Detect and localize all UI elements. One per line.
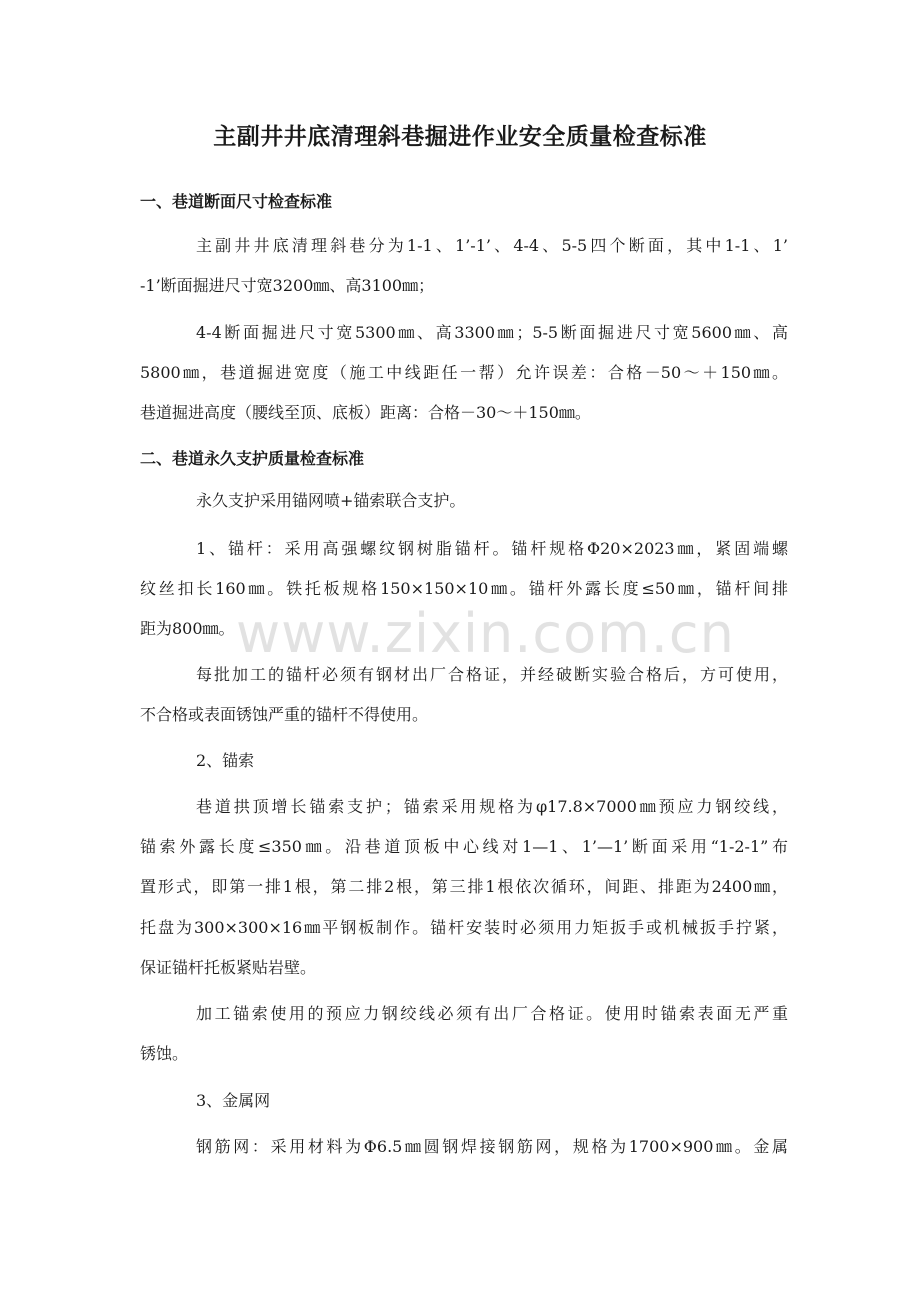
- paragraph-line: 主副井井底清理斜巷分为1-1、1’-1’、4-4、5-5四个断面，其中1-1、1’: [196, 236, 788, 255]
- paragraph-line: 钢筋网：采用材料为Φ6.5㎜圆钢焊接钢筋网，规格为1700×900㎜。金属: [196, 1137, 788, 1156]
- paragraph-line: 锈蚀。: [140, 1044, 189, 1063]
- paragraph-line: 纹丝扣长160㎜。铁托板规格150×150×10㎜。锚杆外露长度≤50㎜，锚杆间排: [140, 579, 788, 598]
- section-heading-1: 一、巷道断面尺寸检查标准: [140, 192, 333, 211]
- paragraph-line: 距为800㎜。: [140, 619, 235, 638]
- paragraph-line: 永久支护采用锚网喷+锚索联合支护。: [196, 491, 466, 510]
- subsection-heading: 3、金属网: [196, 1091, 271, 1110]
- paragraph-line: 加工锚索使用的预应力钢绞线必须有出厂合格证。使用时锚索表面无严重: [196, 1004, 788, 1023]
- section-heading-2: 二、巷道永久支护质量检查标准: [140, 449, 365, 468]
- paragraph-line: 巷道掘进高度（腰线至顶、底板）距离：合格－30～＋150㎜。: [140, 403, 591, 422]
- paragraph-line: 不合格或表面锈蚀严重的锚杆不得使用。: [140, 705, 429, 724]
- paragraph-line: 置形式，即第一排1根，第二排2根，第三排1根依次循环，间距、排距为2400㎜，: [140, 877, 788, 896]
- paragraph-line: -1’断面掘进尺寸宽3200㎜、高3100㎜；: [140, 276, 435, 295]
- paragraph-line: 保证锚杆托板紧贴岩壁。: [140, 958, 317, 977]
- paragraph-line: 托盘为300×300×16㎜平钢板制作。锚杆安装时必须用力矩扳手或机械扳手拧紧，: [140, 918, 788, 937]
- paragraph-line: 1、锚杆：采用高强螺纹钢树脂锚杆。锚杆规格Φ20×2023㎜，紧固端螺: [196, 539, 788, 558]
- subsection-heading: 2、锚索: [196, 751, 255, 770]
- paragraph-line: 每批加工的锚杆必须有钢材出厂合格证，并经破断实验合格后，方可使用，: [196, 665, 788, 684]
- document-title: 主副井井底清理斜巷掘进作业安全质量检查标准: [213, 124, 707, 150]
- paragraph-line: 5800㎜，巷道掘进宽度（施工中线距任一帮）允许误差：合格－50～＋150㎜。: [140, 363, 788, 382]
- watermark: www.zixin.com.cn: [236, 602, 735, 665]
- paragraph-line: 4-4断面掘进尺寸宽5300㎜、高3300㎜；5-5断面掘进尺寸宽5600㎜、高: [196, 323, 788, 342]
- paragraph-line: 锚索外露长度≤350㎜。沿巷道顶板中心线对1—1、1’—1’断面采用“1-2-1”布: [140, 837, 788, 856]
- paragraph-line: 巷道拱顶增长锚索支护；锚索采用规格为φ17.8×7000㎜预应力钢绞线，: [196, 797, 788, 816]
